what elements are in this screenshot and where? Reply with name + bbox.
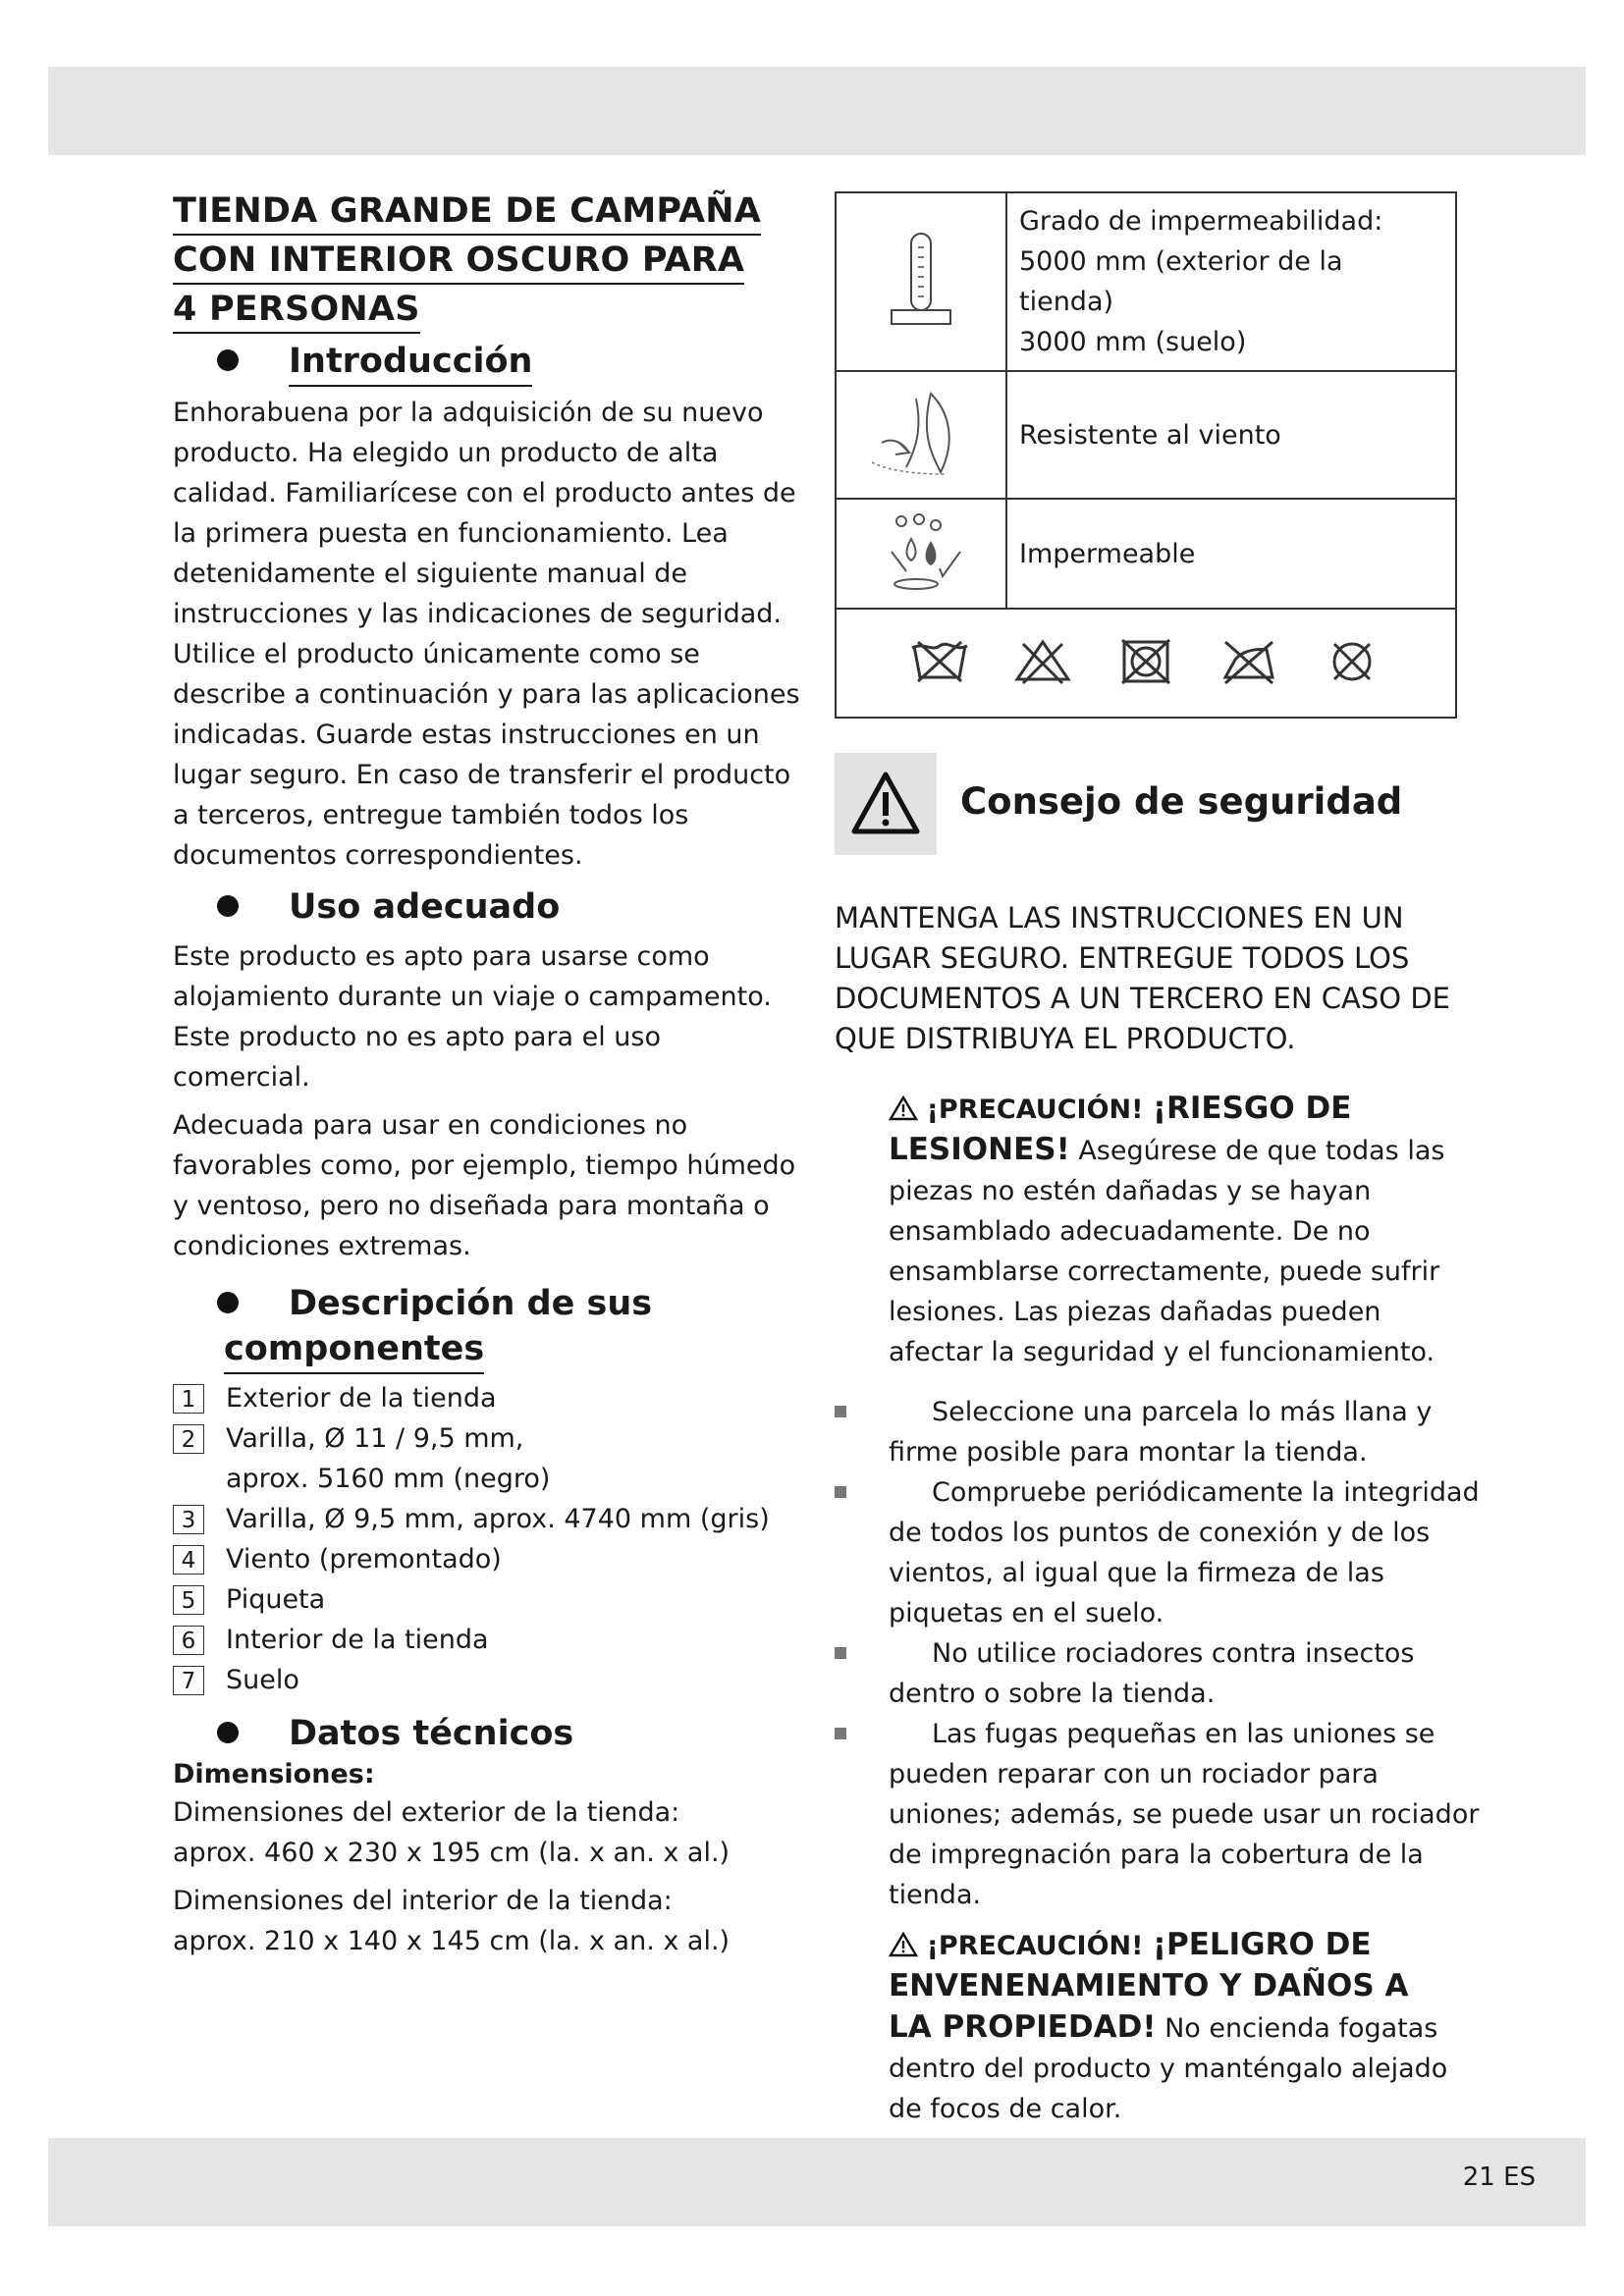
safety-caps-text: MANTENGA LAS INSTRUCCIONES EN UN LUGAR SEGURO. ENTREGUE TODOS LOS DOCUMENTOS A UN TERCERO EN CASO DE QUE DISTRIBUYA EL PRODUCTO. xyxy=(835,901,1450,1055)
dimensions-label: Dimensiones: xyxy=(173,1759,375,1789)
bullet-dot-icon xyxy=(217,895,239,917)
warning-block-1: ¡PRECAUCIÓN! ¡RIESGO DE LESIONES! Asegúrese de que todas las piezas no estén dañadas y se hayan ensamblado adecuadamente. De no ensamblarse correctamente, puede sufrir lesiones. Las piezas dañadas pueden afectar la seguridad y el funcionamiento. xyxy=(889,1091,1445,1367)
safety-bullets xyxy=(835,1392,1483,1915)
wind-resistant-cell: Resistente al viento xyxy=(1006,371,1456,499)
page-title: TIENDA GRANDE DE CAMPAÑA CON INTERIOR OSCURO PARA 4 PERSONAS xyxy=(173,187,801,334)
header-band xyxy=(48,67,1586,155)
waterproof-cell: Impermeable xyxy=(1006,499,1456,609)
warning-triangle-icon xyxy=(835,753,937,855)
warning-icon xyxy=(889,1932,918,1957)
list-item: Seleccione una parcela lo más llana y firme posible para montar la tienda. xyxy=(835,1392,1483,1472)
wind-icon xyxy=(836,371,1006,499)
no-wash-icon xyxy=(910,638,969,685)
no-bleach-icon xyxy=(1013,638,1072,685)
page-number: 21 ES xyxy=(1462,2163,1536,2192)
table-row xyxy=(836,609,1456,718)
ext-dimensions-value: aprox. 460 x 230 x 195 cm (la. x an. x al.) xyxy=(173,1838,731,1868)
intro-heading: Introducción xyxy=(173,338,801,387)
bullet-dot-icon xyxy=(217,1722,239,1743)
no-tumble-dry-icon xyxy=(1116,638,1175,685)
bullet-dot-icon xyxy=(217,1292,239,1313)
usage-heading: Uso adecuado xyxy=(173,883,801,931)
list-item: 2 Varilla, Ø 11 / 9,5 mm, aprox. 5160 mm (negro) xyxy=(173,1418,801,1499)
ext-dimensions-label: Dimensiones del exterior de la tienda: xyxy=(173,1797,680,1828)
intro-text: Enhorabuena por la adquisición de su nuevo producto. Ha elegido un producto de alta calidad. Familiarícese con el producto antes de la primera puesta en funcionamiento. Lea detenidamente el siguiente manual de instrucciones y las indicaciones de seguridad. Utilice el producto únicamente como se describe a continuación y para las aplicaciones indicadas. Guarde estas instrucciones en un lugar seguro. En caso de transferir el producto a terceros, entregue también todos los documentos correspondientes. xyxy=(173,398,800,871)
right-column xyxy=(835,191,1483,2129)
components-list xyxy=(173,1378,801,1700)
int-dimensions-value: aprox. 210 x 140 x 145 cm (la. x an. x al.) xyxy=(173,1926,731,1956)
components-heading: Descripción de sus xyxy=(173,1280,801,1327)
no-iron-icon xyxy=(1219,638,1278,685)
list-item: 7 Suelo xyxy=(173,1660,801,1700)
symbol-table xyxy=(835,191,1457,719)
table-row xyxy=(836,371,1456,499)
bullet-dot-icon xyxy=(217,349,239,371)
safety-heading: Consejo de seguridad xyxy=(960,780,1403,823)
list-item: 1 Exterior de la tienda xyxy=(173,1378,801,1418)
list-item: Compruebe periódicamente la integridad de todos los puntos de conexión y de los vientos, al igual que la firmeza de las piquetas en el suelo. xyxy=(835,1472,1483,1633)
int-dimensions-label: Dimensiones del interior de la tienda: xyxy=(173,1886,673,1916)
list-item: No utilice rociadores contra insectos dentro o sobre la tienda. xyxy=(835,1633,1483,1714)
warning-block-2: ¡PRECAUCIÓN! ¡PELIGRO DE ENVENENAMIENTO Y DAÑOS A LA PROPIEDAD! No encienda fogatas dentro del producto y manténgalo alejado de focos de calor. xyxy=(889,1927,1448,2124)
warning-box xyxy=(835,753,937,855)
tech-heading: Datos técnicos xyxy=(173,1710,801,1757)
table-row xyxy=(836,499,1456,609)
usage-text-2: Adecuada para usar en condiciones no favorables como, por ejemplo, tiempo húmedo y ventoso, pero no diseñada para montaña o condiciones extremas. xyxy=(173,1110,796,1261)
components-heading-line2: componentes xyxy=(173,1325,801,1374)
list-item: 3 Varilla, Ø 9,5 mm, aprox. 4740 mm (gris) xyxy=(173,1499,801,1539)
usage-text-1: Este producto es apto para usarse como alojamiento durante un viaje o campamento. Este producto no es apto para el uso comercial. xyxy=(173,941,772,1093)
left-column xyxy=(173,187,801,1961)
no-dry-clean-icon xyxy=(1323,638,1381,685)
list-item: Las fugas pequeñas en las uniones se pueden reparar con un rociador para uniones; además, se puede usar un rociador de impregnación para la cobertura de la tienda. xyxy=(835,1714,1483,1915)
care-symbols-cell xyxy=(836,609,1456,718)
list-item: 4 Viento (premontado) xyxy=(173,1539,801,1579)
warning-icon xyxy=(889,1095,918,1121)
thermometer-icon xyxy=(836,192,1006,371)
list-item: 6 Interior de la tienda xyxy=(173,1620,801,1660)
footer-band xyxy=(48,2138,1586,2226)
list-item: 5 Piqueta xyxy=(173,1579,801,1620)
waterproof-grade-cell: Grado de impermeabilidad: 5000 mm (exterior de la tienda) 3000 mm (suelo) xyxy=(1006,192,1456,371)
safety-header xyxy=(835,753,1483,855)
table-row xyxy=(836,192,1456,371)
water-drops-icon xyxy=(836,499,1006,609)
